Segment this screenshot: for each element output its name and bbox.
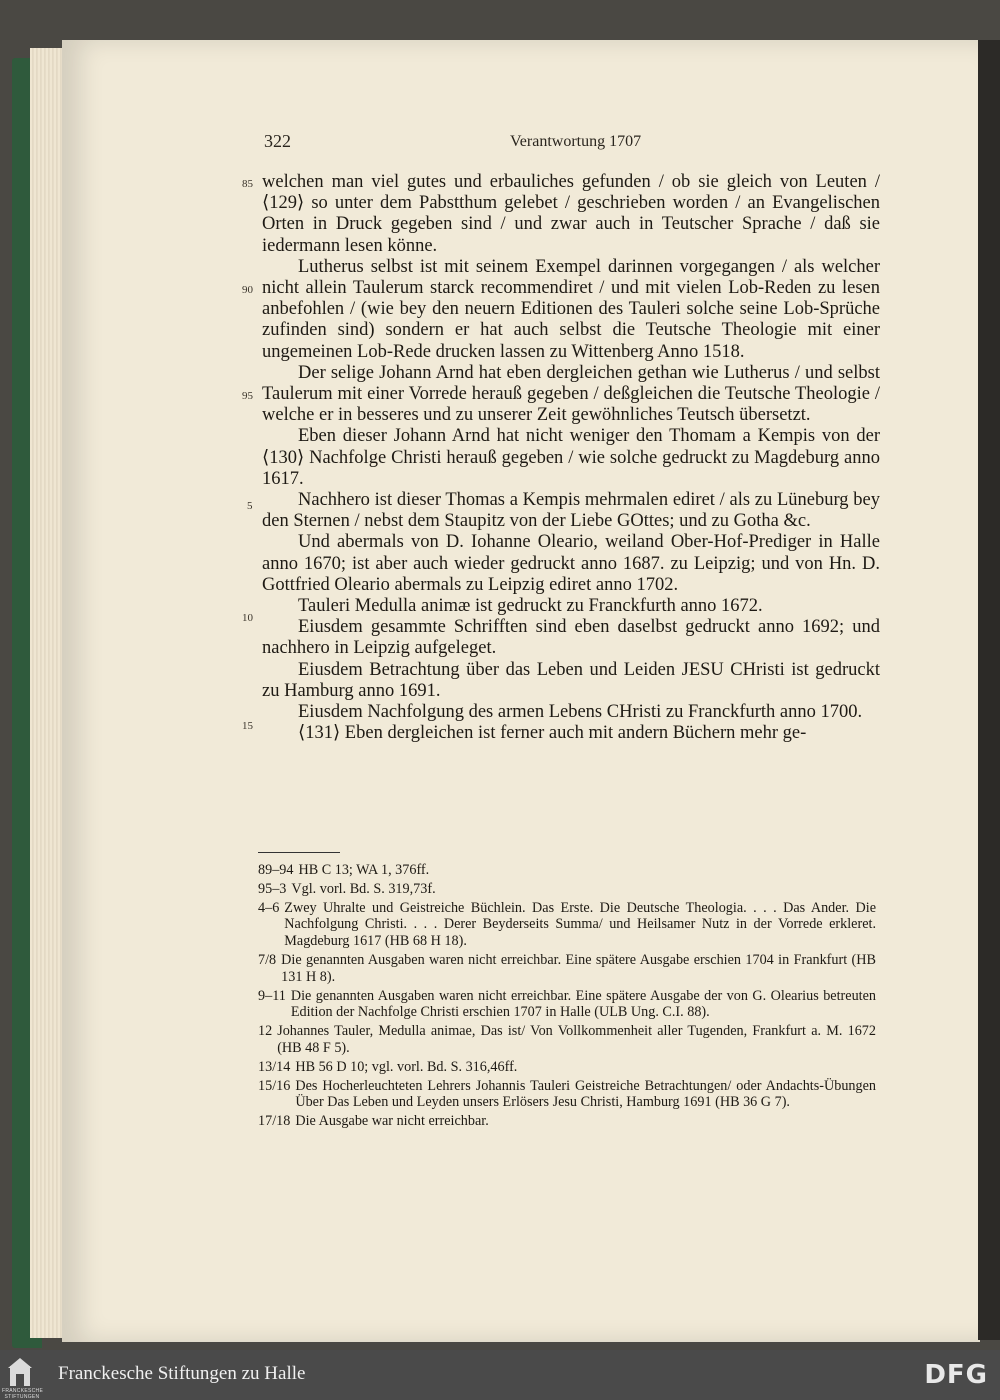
- paragraph: Eiusdem Betrachtung über das Leben und Leiden JESU CHristi ist gedruckt zu Hamburg anno 1691.: [262, 659, 880, 701]
- footnote: [258, 952, 876, 986]
- footnote-rule: [258, 852, 340, 853]
- viewer-footer: [0, 1350, 1000, 1400]
- footnote-ref: 15/16: [258, 1077, 291, 1094]
- running-head: Verantwortung 1707: [510, 133, 642, 150]
- footnote-ref: 12: [258, 1023, 273, 1040]
- footnote-text: Johannes Tauler, Medulla animae, Das ist/ Von Vollkommenheit aller Tugenden, Frankfurt a. M. 1672 (HB 48 F 5).: [277, 1023, 876, 1056]
- main-text: [262, 172, 880, 744]
- footnote-ref: 95–3: [258, 880, 287, 897]
- paragraph: welchen man viel gutes und erbauliches gefunden / ob sie gleich von Leuten / ⟨129⟩ so unter dem Pabstthum gelebet / geschrieben worden / an Evangelischen Orten in Druck gegeben sind / und zwar auch in Teutscher Sprache / daß sie iedermann lesen könne.: [262, 172, 880, 256]
- footnote-ref: 9–11: [258, 987, 286, 1004]
- line-number: 85: [242, 178, 253, 190]
- paragraph: Eiusdem Nachfolgung des armen Lebens CHristi zu Franckfurth anno 1700.: [298, 702, 863, 723]
- footnote-text: Die genannten Ausgaben waren nicht erreichbar. Eine spätere Ausgabe der von G. Olearius betreuten Edition der Nachfolge Christi erschien 1707 in Halle (ULB Ung. C.I. 88).: [290, 987, 876, 1021]
- line-number: 95: [242, 390, 253, 402]
- scan-edge: [978, 40, 1000, 1340]
- footnote: [258, 881, 876, 898]
- line-number: 5: [247, 500, 253, 512]
- dfg-logo[interactable]: DFG: [924, 1360, 988, 1390]
- paragraph: Und abermals von D. Iohanne Oleario, weiland Ober-Hof-Prediger in Halle anno 1670; ist aber auch wieder gedruckt anno 1687. zu Leipzig; und von Hn. D. Gottfried Oleario abermals zu Leipzig ediret anno 1702.: [262, 532, 880, 595]
- paragraph: Tauleri Medulla animæ ist gedruckt zu Franckfurth anno 1672.: [298, 596, 763, 617]
- footnote-text: HB 56 D 10; vgl. vorl. Bd. S. 316,46ff.: [295, 1058, 518, 1075]
- footnote: [258, 862, 876, 879]
- paragraph: ⟨131⟩ Eben dergleichen ist ferner auch mit andern Büchern mehr ge-: [298, 723, 807, 744]
- footnote: [258, 1059, 876, 1076]
- paragraph: Eiusdem gesammte Schrifften sind eben daselbst gedruckt anno 1692; und nachhero in Leipzig aufgeleget.: [262, 617, 880, 659]
- footnote-ref: 7/8: [258, 951, 277, 968]
- line-number: 10: [242, 612, 253, 624]
- footnote-ref: 17/18: [258, 1113, 291, 1130]
- paragraph: Lutherus selbst ist mit seinem Exempel darinnen vorgegangen / als welcher nicht allein Taulerum starck recommendiret / und mit vielen Lob-Reden zu lesen anbefohlen / (wie bey den neuern Editionen des Tauleri solche seine Lob-Sprüche zufinden sind) sondern er hat auch selbst die Teutsche Theologie mit einer ungemeinen Lob-Rede drucken lassen zu Wittenberg Anno 1518.: [262, 256, 880, 362]
- line-number: 90: [242, 284, 253, 296]
- footnote-text: Zwey Uhralte und Geistreiche Büchlein. Das Erste. Die Deutsche Theologia. . . . Das Ander. Die Nachfolgung Christi. . . . Derer Beyderseits Summa/ und Heilsamer Nutz in der Vorrede erkleret. Magdeburg 1617 (HB 68 H 18).: [284, 899, 876, 950]
- paragraph: Nachhero ist dieser Thomas a Kempis mehrmalen ediret / als zu Lüneburg bey den Sternen / nebst dem Staupitz von der Liebe GOttes; und zu Gotha &c.: [262, 490, 880, 532]
- footnote-text: HB C 13; WA 1, 376ff.: [298, 862, 430, 878]
- footnote-text: Die genannten Ausgaben waren nicht erreichbar. Eine spätere Ausgabe erschien 1704 in Frankfurt (HB 131 H 8).: [281, 951, 876, 985]
- footnotes: [258, 862, 876, 1132]
- line-number: 15: [242, 720, 253, 732]
- footnote-ref: 4–6: [258, 899, 280, 916]
- footnote: [258, 988, 876, 1022]
- footnote-text: Die Ausgabe war nicht erreichbar.: [295, 1113, 489, 1130]
- footnote-ref: 89–94: [258, 862, 294, 878]
- paragraph: Eben dieser Johann Arnd hat nicht weniger den Thomam a Kempis von der ⟨130⟩ Nachfolge Christi herauß gegeben / wie solche gedruckt zu Magdeburg anno 1617.: [262, 426, 880, 489]
- footnote: [258, 1078, 876, 1112]
- footnote-ref: 13/14: [258, 1058, 291, 1075]
- page-number: 322: [264, 131, 291, 151]
- paragraph: Der selige Johann Arnd hat eben dergleichen gethan wie Lutherus / und selbst Taulerum mit einer Vorrede herauß gegeben / deßgleichen die Teutsche Theologie / welche er in besseres und zu unserer Zeit gewöhnliches Teutsch übersetzt.: [262, 362, 880, 426]
- institution-name[interactable]: Franckesche Stiftungen zu Halle: [58, 1363, 306, 1384]
- footnote: [258, 900, 876, 950]
- footnote: [258, 1113, 876, 1130]
- footnote-text: Vgl. vorl. Bd. S. 319,73f.: [291, 880, 436, 897]
- logo-text: FRANCKESCHE STIFTUNGEN: [2, 1388, 44, 1400]
- footnote: [258, 1023, 876, 1057]
- footnote-text: Des Hocherleuchteten Lehrers Johannis Tauleri Geistreiche Betrachtungen/ oder Andachts-Übungen Über Das Leben und Leyden unsers Erlösers Jesu Christi, Hamburg 1691 (HB 36 G 7).: [295, 1077, 876, 1111]
